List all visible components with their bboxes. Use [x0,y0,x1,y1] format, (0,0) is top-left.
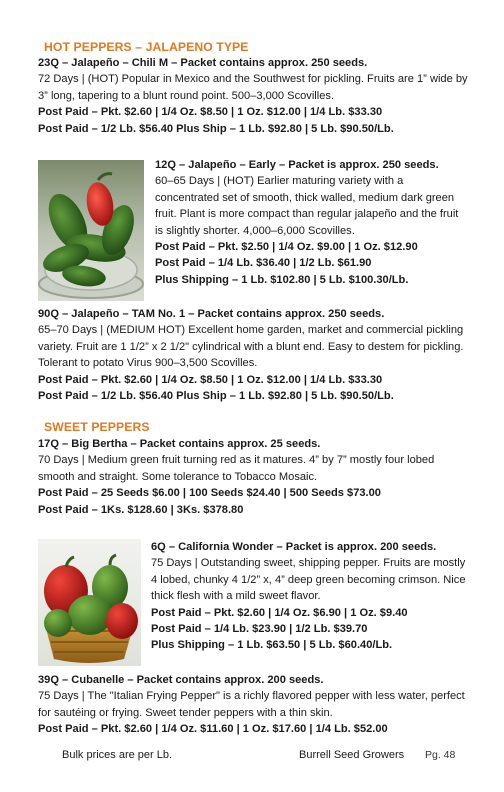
price-line: Post Paid – Pkt. $2.60 | 1/4 Oz. $6.90 | 1 Oz. $9.40 [151,606,408,619]
product-title: 39Q – Cubanelle – Packet contains approx. 200 seeds. [38,674,324,686]
product-title: 90Q – Jalapeño – TAM No. 1 – Packet contains approx. 250 seeds. [38,308,385,320]
company-name: Burrell Seed Growers [299,749,405,761]
price-line: Post Paid – Pkt. $2.60 | 1/4 Oz. $8.50 | 1 Oz. $12.00 | 1/4 Lb. $33.30 [38,106,383,119]
price-line: Plus Shipping – 1 Lb. $63.50 | 5 Lb. $60.40/Lb. [151,639,393,652]
bell-pepper-illustration [38,539,141,666]
bulk-price-note: Bulk prices are per Lb. [62,749,173,761]
jalapeno-photo [38,160,144,301]
product-title: 12Q – Jalapeño – Early – Packet is approx. 250 seeds. [155,159,439,171]
price-line: Plus Shipping – 1 Lb. $102.80 | 5 Lb. $100.30/Lb. [155,273,409,286]
page-number: Pg. 48 [425,749,456,761]
product-title: 17Q – Big Bertha – Packet contains approx. 25 seeds. [38,438,321,450]
price-line: Post Paid – Pkt. $2.60 | 1/4 Oz. $11.60 | 1 Oz. $17.60 | 1/4 Lb. $52.00 [38,723,388,736]
product-title: 23Q – Jalapeño – Chili M – Packet contains approx. 250 seeds. [38,57,368,69]
price-line: Post Paid – 1/2 Lb. $56.40 Plus Ship – 1 Lb. $92.80 | 5 Lb. $90.50/Lb. [38,390,394,403]
product-description: 70 Days | Medium green fruit turning red as it matures. 4” by 7” mostly four lobed smooth and straight. Some tolerance to Tobacco Mosaic. [38,454,435,483]
product-12q [155,157,467,288]
product-39q [38,672,468,738]
jalapeno-illustration [38,160,144,301]
product-6q [151,539,469,654]
sweet-peppers-heading: SWEET PEPPERS [44,420,150,434]
product-description: 75 Days | Outstanding sweet, shipping pepper. Fruits are mostly 4 lobed, chunky 4 1/2” x, 4” deep green becoming crimson. Nice thick flesh with a mild sweet flavor. [151,557,466,603]
product-23q [38,55,468,137]
price-line: Post Paid – 25 Seeds $6.00 | 100 Seeds $24.40 | 500 Seeds $73.00 [38,487,381,500]
price-line: Post Paid – 1/2 Lb. $56.40 Plus Ship – 1 Lb. $92.80 | 5 Lb. $90.50/Lb. [38,122,394,135]
price-line: Post Paid – 1/4 Lb. $36.40 | 1/2 Lb. $61.90 [155,257,372,270]
price-line: Post Paid – Pkt. $2.50 | 1/4 Oz. $9.00 | 1 Oz. $12.90 [155,241,418,254]
product-description: 60–65 Days | (HOT) Earlier maturing variety with a concentrated set of smooth, thick walled, medium dark green fruit. Plant is more compact than regular jalapeño and the fruit is slightly shorter. 4,000–6,000 Scovilles. [155,175,459,237]
product-description: 65–70 Days | (MEDIUM HOT) Excellent home garden, market and commercial pickling variety. Fruit are 1 1/2” x 2 1/2" cylindrical with a blunt end. Easy to destem for pickling. Tolerant to potato Virus 900–3,500 Scovilles. [38,324,464,370]
price-line: Post Paid – 1/4 Lb. $23.90 | 1/2 Lb. $39.70 [151,623,368,636]
product-description: 72 Days | (HOT) Popular in Mexico and the Southwest for pickling. Fruits are 1” wide by 3” long, tapering to a blunt round point. 500–3,000 Scovilles. [38,73,468,102]
price-line: Post Paid – Pkt. $2.60 | 1/4 Oz. $8.50 | 1 Oz. $12.00 | 1/4 Lb. $33.30 [38,373,383,386]
price-line: Post Paid – 1Ks. $128.60 | 3Ks. $378.80 [38,503,244,516]
hot-peppers-heading: HOT PEPPERS – JALAPENO TYPE [44,40,249,54]
product-90q [38,306,470,404]
product-17q [38,436,468,518]
product-title: 6Q – California Wonder – Packet is approx. 200 seeds. [151,541,437,553]
product-description: 75 Days | The "Italian Frying Pepper" is a richly flavored pepper with less water, perfect for sautéing or frying. Sweet tender peppers with a thin skin. [38,690,465,719]
bell-pepper-photo [38,539,141,666]
